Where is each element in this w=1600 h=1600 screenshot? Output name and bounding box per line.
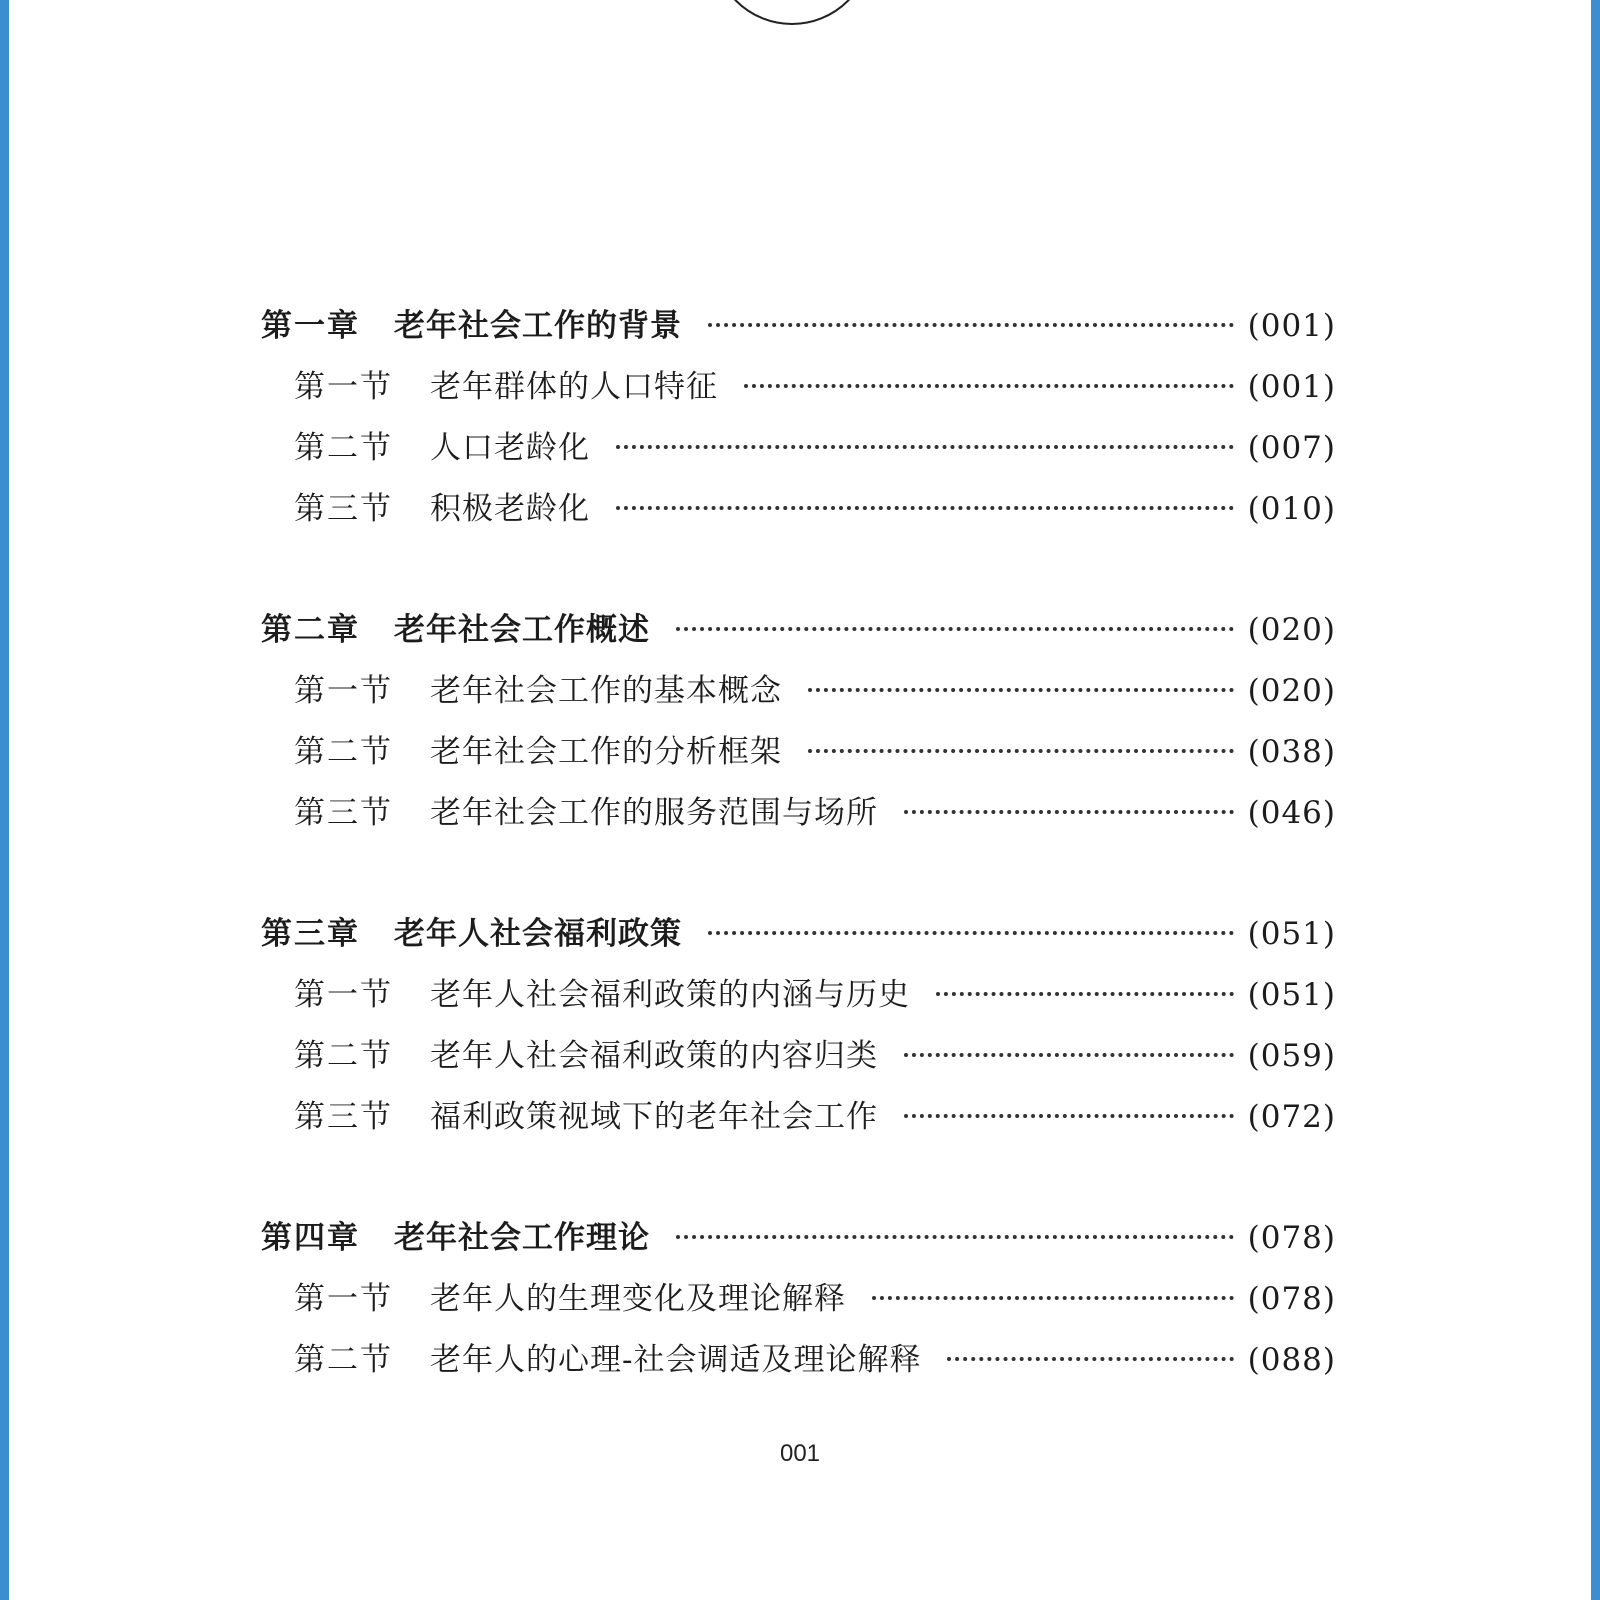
toc-page-number: (078) xyxy=(1247,1220,1336,1256)
toc-section-entry-3-1[interactable] xyxy=(261,965,1336,1026)
toc-section-title: 人口老龄化 xyxy=(430,430,590,466)
toc-page-number: (046) xyxy=(1247,795,1336,831)
toc-leader-dots xyxy=(708,931,1234,935)
toc-page-number: (051) xyxy=(1247,977,1336,1013)
table-of-contents xyxy=(261,296,1336,1451)
toc-section-number: 第一节 xyxy=(294,977,393,1013)
toc-chapter-block xyxy=(261,904,1336,1148)
toc-chapter-entry-3[interactable] xyxy=(261,904,1336,965)
toc-page-number: (010) xyxy=(1247,491,1336,527)
toc-section-title: 老年社会工作的分析框架 xyxy=(430,734,782,770)
toc-chapter-entry-4[interactable] xyxy=(261,1208,1336,1269)
toc-leader-dots xyxy=(808,749,1234,753)
toc-leader-dots xyxy=(872,1296,1234,1300)
toc-page-number: (038) xyxy=(1247,734,1336,770)
toc-chapter-number: 第二章 xyxy=(261,612,360,648)
toc-leader-dots xyxy=(676,1235,1234,1239)
toc-chapter-number: 第一章 xyxy=(261,308,360,344)
toc-chapter-entry-1[interactable] xyxy=(261,296,1336,357)
toc-section-number: 第三节 xyxy=(294,491,393,527)
toc-page-number: (088) xyxy=(1247,1342,1336,1378)
toc-chapter-block xyxy=(261,600,1336,844)
toc-section-title: 积极老龄化 xyxy=(430,491,590,527)
toc-page-number: (001) xyxy=(1247,308,1336,344)
toc-section-entry-3-2[interactable] xyxy=(261,1026,1336,1087)
toc-chapter-block xyxy=(261,1208,1336,1391)
toc-leader-dots xyxy=(947,1357,1233,1361)
page-edge-right xyxy=(1591,0,1600,1600)
toc-page-number: (007) xyxy=(1247,430,1336,466)
toc-page-number: (020) xyxy=(1247,612,1336,648)
toc-page-number: (020) xyxy=(1247,673,1336,709)
footer-page-number: 001 xyxy=(779,1440,821,1467)
toc-leader-dots xyxy=(808,688,1234,692)
toc-section-title: 老年人的心理-社会调适及理论解释 xyxy=(430,1342,922,1378)
toc-section-title: 老年人的生理变化及理论解释 xyxy=(430,1281,846,1317)
toc-chapter-title: 老年社会工作概述 xyxy=(394,612,650,648)
toc-chapter-title: 老年社会工作的背景 xyxy=(394,308,682,344)
toc-section-number: 第二节 xyxy=(294,1038,393,1074)
toc-section-number: 第一节 xyxy=(294,673,393,709)
toc-section-entry-2-3[interactable] xyxy=(261,783,1336,844)
toc-section-title: 老年群体的人口特征 xyxy=(430,369,718,405)
toc-leader-dots xyxy=(744,384,1234,388)
toc-section-number: 第三节 xyxy=(294,795,393,831)
toc-chapter-entry-2[interactable] xyxy=(261,600,1336,661)
toc-section-entry-2-2[interactable] xyxy=(261,722,1336,783)
toc-section-title: 福利政策视域下的老年社会工作 xyxy=(430,1099,878,1135)
toc-leader-dots xyxy=(904,810,1234,814)
toc-section-number: 第二节 xyxy=(294,1342,393,1378)
toc-section-entry-4-2[interactable] xyxy=(261,1330,1336,1391)
toc-leader-dots xyxy=(616,445,1234,449)
toc-leader-dots xyxy=(676,627,1234,631)
toc-page-number: (072) xyxy=(1247,1099,1336,1135)
toc-section-number: 第一节 xyxy=(294,369,393,405)
toc-chapter-block xyxy=(261,296,1336,540)
toc-chapter-title: 老年社会工作理论 xyxy=(394,1220,650,1256)
toc-section-title: 老年人社会福利政策的内涵与历史 xyxy=(430,977,910,1013)
toc-section-entry-1-3[interactable] xyxy=(261,479,1336,540)
toc-section-title: 老年社会工作的基本概念 xyxy=(430,673,782,709)
toc-section-title: 老年人社会福利政策的内容归类 xyxy=(430,1038,878,1074)
toc-section-title: 老年社会工作的服务范围与场所 xyxy=(430,795,878,831)
toc-page-number: (051) xyxy=(1247,916,1336,952)
toc-section-number: 第二节 xyxy=(294,734,393,770)
page-edge-left xyxy=(0,0,9,1600)
toc-section-entry-3-3[interactable] xyxy=(261,1087,1336,1148)
toc-leader-dots xyxy=(904,1053,1234,1057)
toc-section-number: 第三节 xyxy=(294,1099,393,1135)
toc-leader-dots xyxy=(616,506,1234,510)
toc-leader-dots xyxy=(936,992,1234,996)
toc-chapter-title: 老年人社会福利政策 xyxy=(394,916,682,952)
toc-page-number: (059) xyxy=(1247,1038,1336,1074)
top-decorative-circle xyxy=(712,0,872,25)
toc-section-entry-4-1[interactable] xyxy=(261,1269,1336,1330)
toc-section-entry-1-2[interactable] xyxy=(261,418,1336,479)
toc-section-entry-1-1[interactable] xyxy=(261,357,1336,418)
toc-section-number: 第二节 xyxy=(294,430,393,466)
toc-section-number: 第一节 xyxy=(294,1281,393,1317)
toc-chapter-number: 第三章 xyxy=(261,916,360,952)
toc-page-number: (001) xyxy=(1247,369,1336,405)
toc-leader-dots xyxy=(904,1114,1234,1118)
toc-chapter-number: 第四章 xyxy=(261,1220,360,1256)
toc-page-number: (078) xyxy=(1247,1281,1336,1317)
toc-leader-dots xyxy=(708,323,1234,327)
toc-section-entry-2-1[interactable] xyxy=(261,661,1336,722)
